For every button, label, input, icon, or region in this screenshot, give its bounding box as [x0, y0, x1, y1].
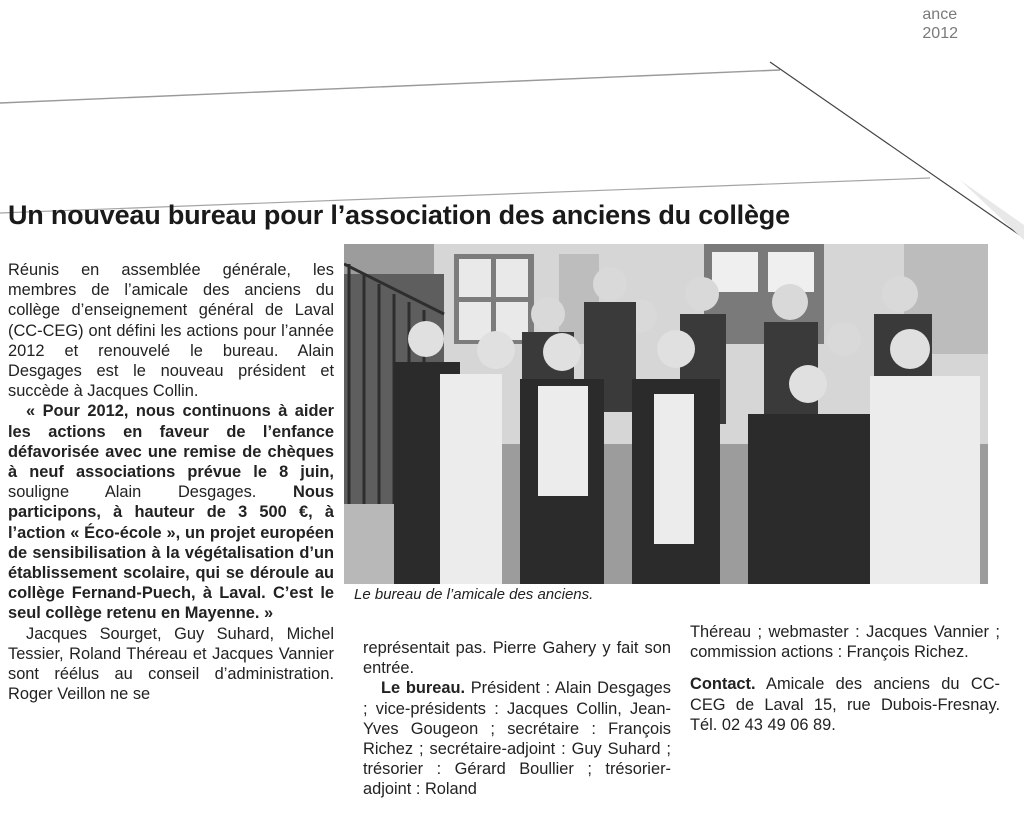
article-headline: Un nouveau bureau pour l’association des anciens du collège — [8, 200, 790, 230]
article-column-3 — [690, 622, 1000, 735]
article-column-1 — [8, 260, 334, 704]
board-members-paragraph: Jacques Sourget, Guy Suhard, Michel Tessier, Roland Théreau et Jacques Vannier sont réélus au conseil d’administration. Roger Veillon ne se — [8, 624, 334, 704]
contact-text: Amicale des anciens du CC-CEG de Laval 15, rue Dubois-Fresnay. Tél. 02 43 49 06 89. — [690, 675, 1000, 734]
corner-line-2: 2012 — [922, 25, 958, 42]
continuation-paragraph: représentait pas. Pierre Gahery y fait son entrée. — [363, 639, 671, 678]
intro-paragraph: Réunis en assemblée générale, les membres de l’amicale des anciens du collège d’enseignement général de Laval (CC-CEG) ont défini les actions pour l’année 2012 et renouvelé le bureau. Alain Desgages est le nouveau président et succède à Jacques Collin. — [8, 261, 334, 401]
corner-line-1: ance — [922, 6, 958, 23]
bureau-text: Président : Alain Desgages ; vice-présidents : Jacques Collin, Jean-Yves Gougeon ; secrétaire : François Richez ; secrétaire-adjoint : Guy Suhard ; trésorier : Gérard Boullier ; trésorier-adjoint : Roland — [363, 679, 671, 799]
quote-bold-part-1: « Pour 2012, nous continuons à aider les actions en faveur de l’enfance défavorisée avec une remise de chèques à neuf associations prévue le 8 juin, — [8, 402, 334, 482]
photo-caption: Le bureau de l’amicale des anciens. — [354, 586, 594, 603]
bureau-continuation-paragraph: Théreau ; webmaster : Jacques Vannier ; commission actions : François Richez. — [690, 623, 1000, 662]
bureau-label: Le bureau. — [381, 679, 466, 698]
contact-label: Contact. — [690, 675, 756, 694]
bureau-paragraph — [363, 678, 671, 799]
quote-normal-part: souligne Alain Desgages. — [8, 483, 294, 502]
contact-paragraph — [690, 674, 1000, 735]
group-photo-illustration — [344, 244, 988, 584]
quote-bold-part-2: Nous participons, à hauteur de 3 500 €, à l’action « Éco-école », un projet européen de sensibilisation à la végétalisation d’un établissement scolaire, qui se déroule au collège Fernand-Puech, à Laval. C’est le seul collège retenu en Mayenne. » — [8, 483, 334, 623]
article-column-2 — [363, 638, 671, 800]
group-photo — [344, 244, 988, 584]
quote-paragraph — [8, 401, 334, 623]
